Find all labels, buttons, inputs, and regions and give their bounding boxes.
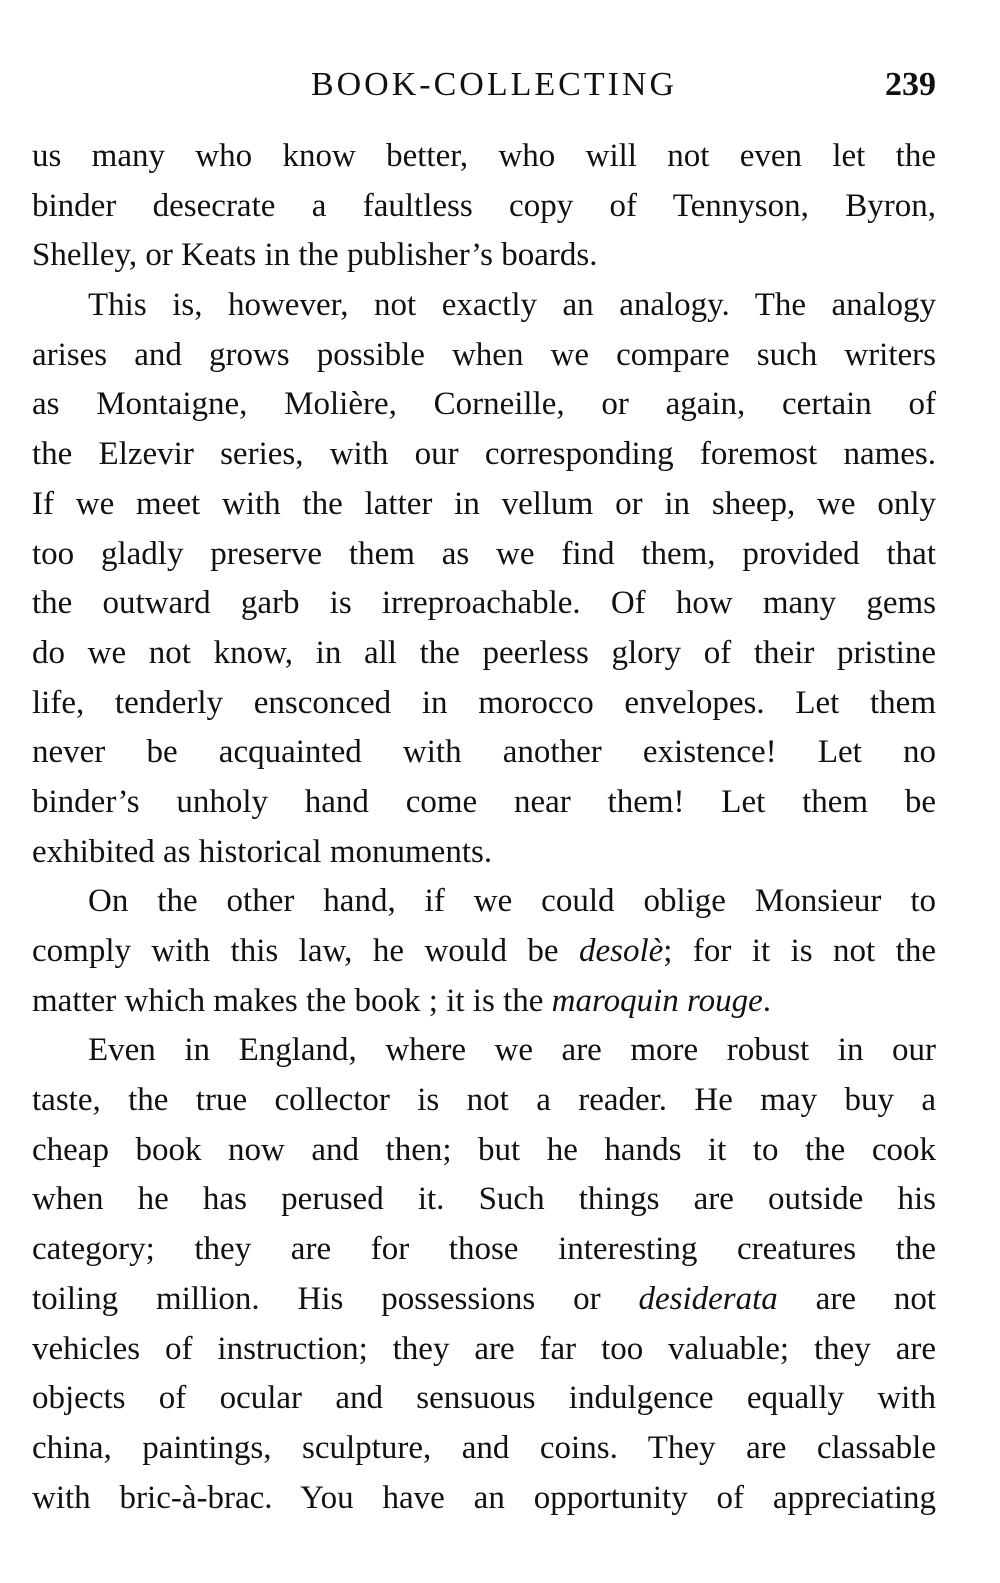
text-segment: . — [762, 982, 772, 1019]
text-line: taste, the true collector is not a reader. He may buy a — [32, 1082, 936, 1119]
text-line: Shelley, or Keats in the publisher’s boards. — [32, 237, 598, 274]
page-number: 239 — [885, 66, 936, 103]
text-segment: comply with this law, he would be — [32, 933, 579, 969]
text-line: the outward garb is irreproachable. Of how many gems — [32, 585, 936, 622]
text-segment: toiling million. His possessions or — [32, 1280, 639, 1317]
text-line — [32, 977, 936, 1027]
text-line: binder’s unholy hand come near them! Let them be — [32, 783, 936, 820]
text-line: category; they are for those interesting creatures the — [32, 1231, 936, 1268]
text-line: binder desecrate a faultless copy of Tennyson, Byron, — [32, 187, 936, 224]
book-page — [32, 0, 936, 1583]
italic-term: maroquin rouge — [551, 982, 763, 1019]
text-line — [32, 1275, 936, 1325]
text-segment: ; for it is not the — [663, 933, 936, 969]
text-line: vehicles of instruction; they are far too valuable; they are — [32, 1330, 936, 1367]
text-line: life, tenderly ensconced in morocco envelopes. Let them — [32, 684, 936, 721]
text-line: the Elzevir series, with our corresponding foremost names. — [32, 436, 936, 473]
text-segment: matter which makes the book ; it is the — [32, 982, 552, 1019]
text-line: when he has perused it. Such things are outside his — [32, 1181, 936, 1218]
running-head — [32, 60, 936, 110]
text-line: exhibited as historical monuments. — [32, 833, 493, 870]
text-line: as Montaigne, Molière, Corneille, or again, certain of — [32, 386, 936, 423]
italic-term: desiderata — [638, 1280, 778, 1317]
text-line: If we meet with the latter in vellum or in sheep, we only — [32, 485, 936, 522]
text-segment: are not — [777, 1280, 936, 1317]
body-text — [32, 132, 936, 1523]
paragraph-start-line: Even in England, where we are more robust in our — [88, 1032, 936, 1069]
text-line: do we not know, in all the peerless glory of their pristine — [32, 634, 936, 671]
italic-term: desolè — [578, 933, 664, 969]
paragraph-start-line: This is, however, not exactly an analogy. The analogy — [88, 287, 936, 324]
text-line — [32, 927, 936, 977]
text-line: china, paintings, sculpture, and coins. They are classable — [32, 1429, 936, 1466]
text-line: with bric-à-brac. You have an opportunity of appreciating — [32, 1479, 936, 1516]
text-line: never be acquainted with another existence! Let no — [32, 734, 936, 771]
text-line: arises and grows possible when we compare such writers — [32, 336, 936, 373]
running-title: BOOK-COLLECTING — [310, 66, 678, 103]
text-line: too gladly preserve them as we find them, provided that — [32, 535, 936, 572]
paragraph-start-line: On the other hand, if we could oblige Monsieur to — [88, 883, 936, 920]
text-line: us many who know better, who will not even let the — [32, 138, 936, 174]
text-line: objects of ocular and sensuous indulgence equally with — [32, 1380, 936, 1417]
text-line: cheap book now and then; but he hands it to the cook — [32, 1131, 936, 1168]
